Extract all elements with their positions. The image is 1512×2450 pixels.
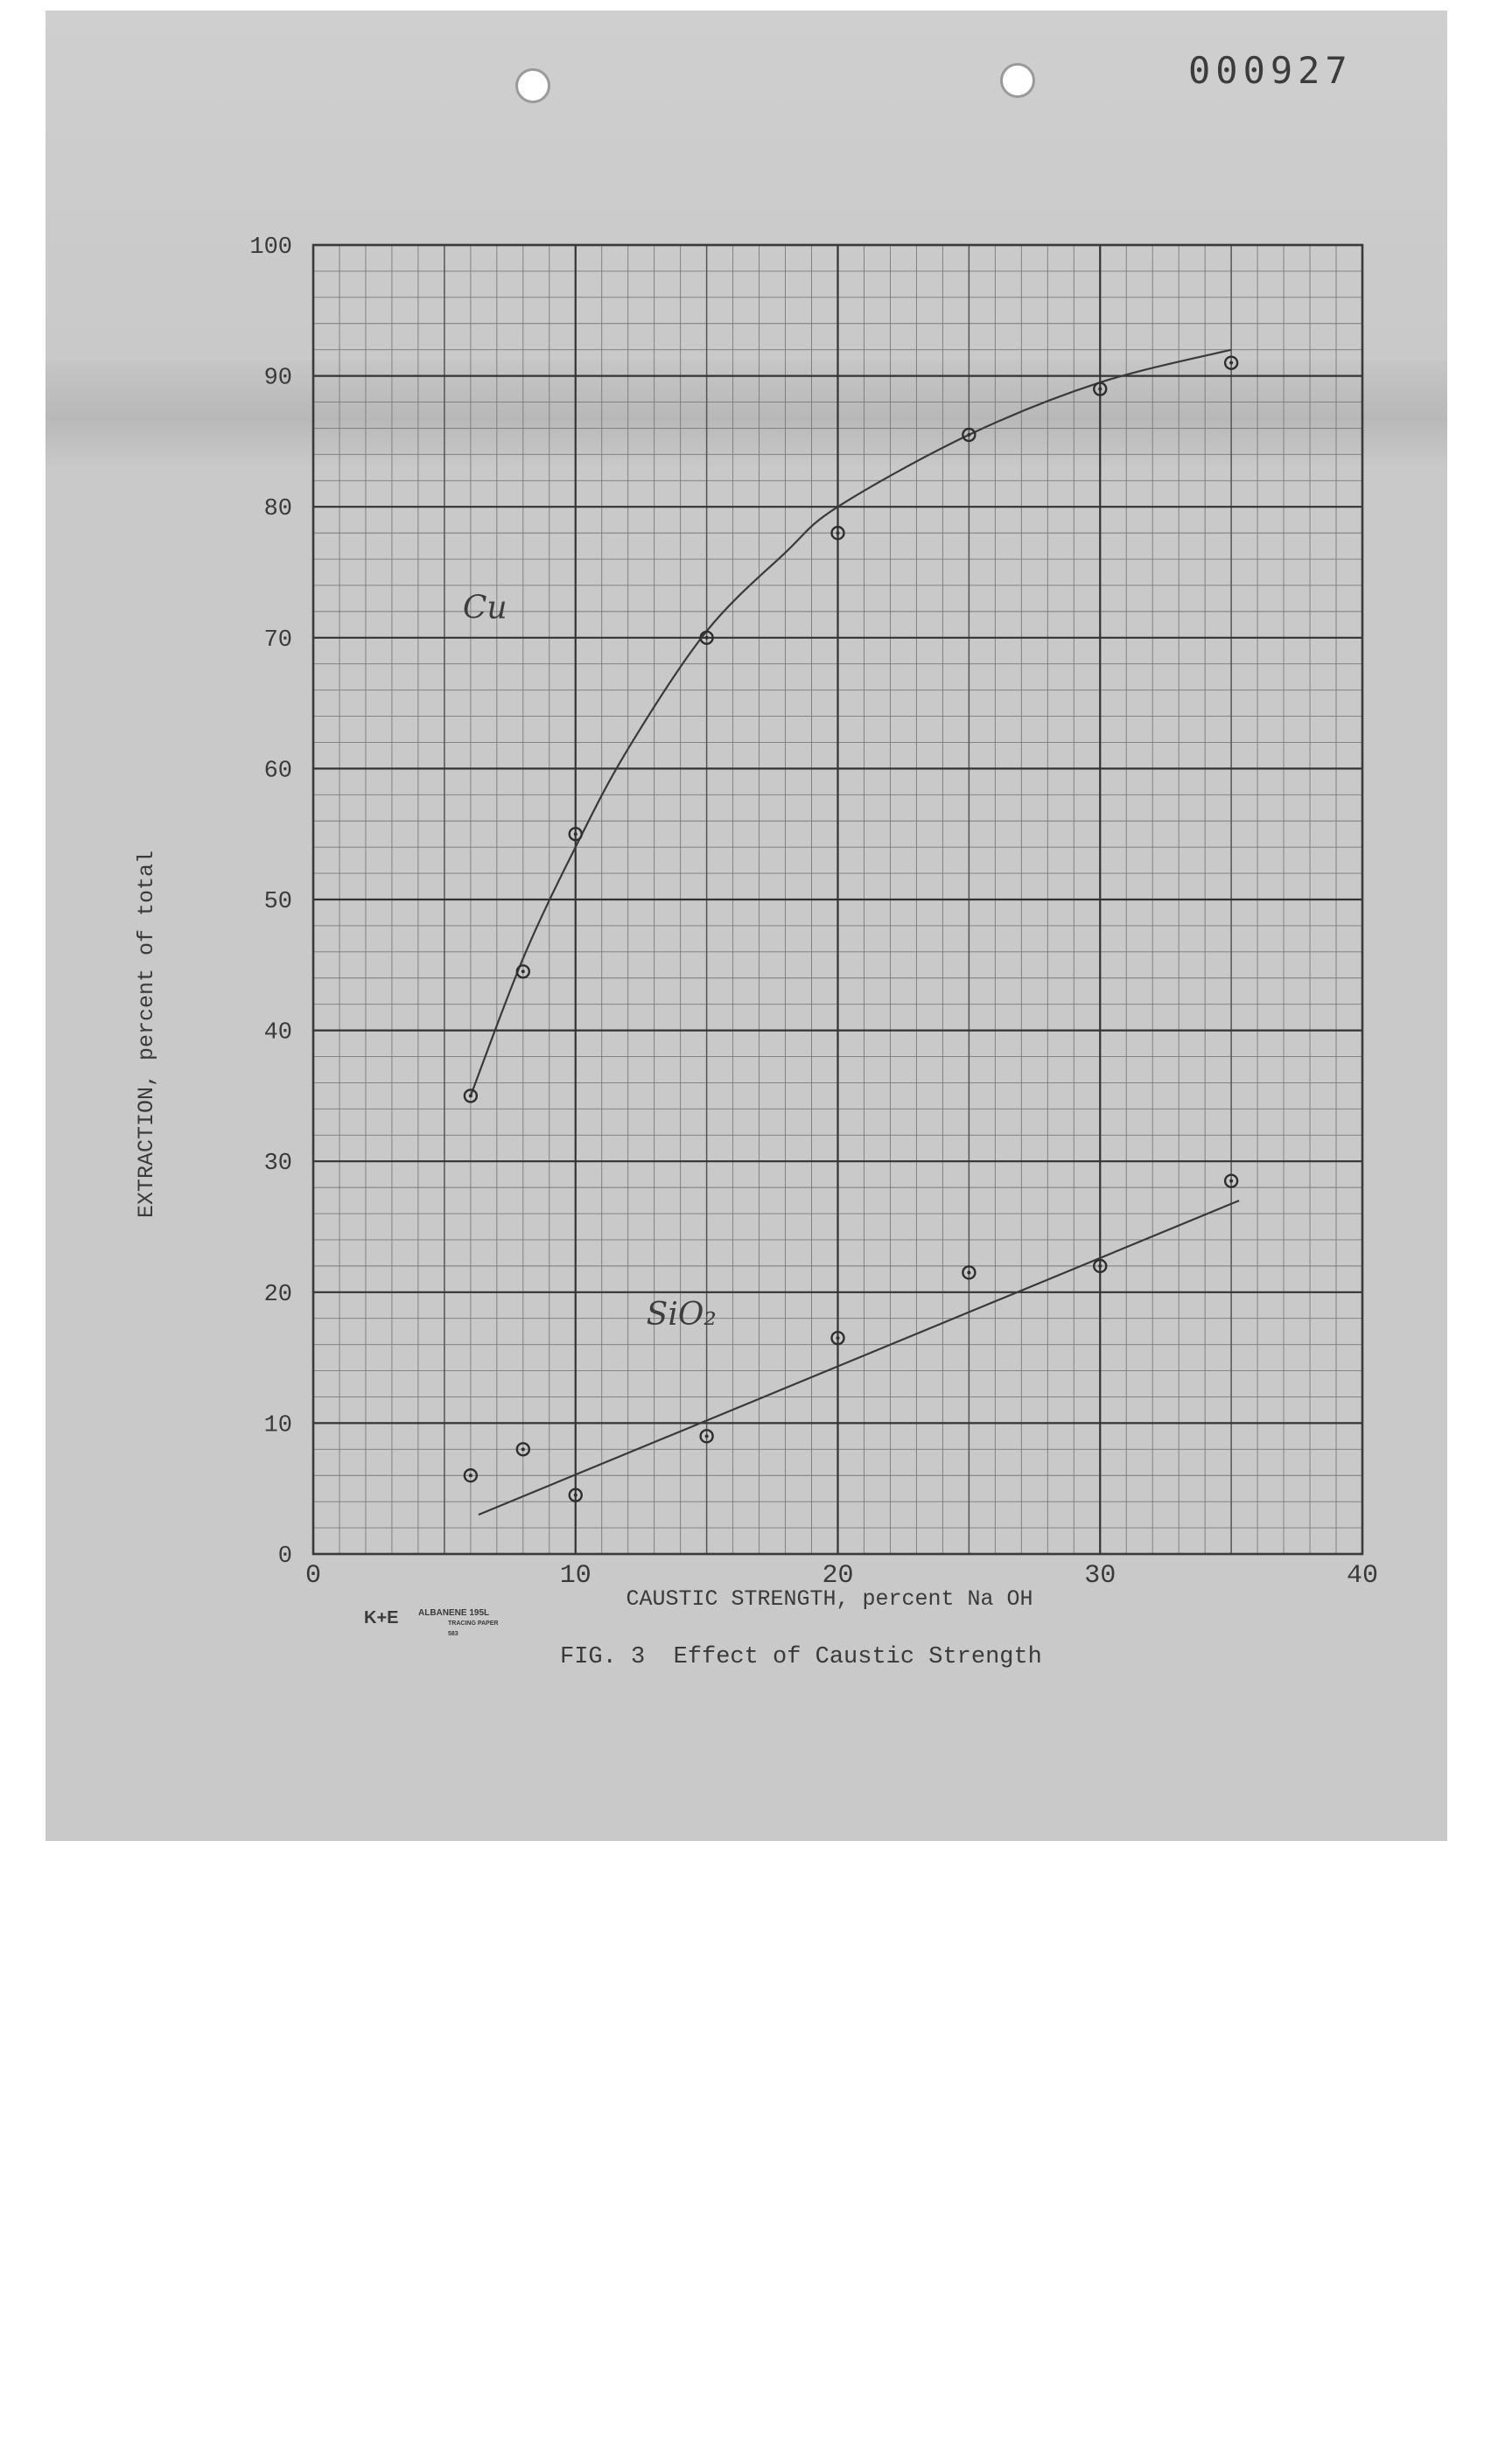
y-tick-label: 0 — [277, 1544, 292, 1570]
paper-type: TRACING PAPER — [448, 1620, 499, 1627]
data-point-center — [574, 832, 578, 836]
series-curve — [471, 350, 1231, 1096]
y-tick-label: 30 — [263, 1151, 292, 1178]
series-curve — [479, 1200, 1239, 1515]
x-tick-label: 0 — [304, 1561, 322, 1591]
data-point-center — [836, 1336, 840, 1340]
chart-title: FIG. 3 Effect of Caustic Strength — [560, 1644, 1042, 1670]
series-cu — [463, 350, 1237, 1102]
y-tick-label: 70 — [263, 626, 292, 654]
x-tick-label: 10 — [559, 1561, 592, 1591]
paper-code: 583 — [448, 1631, 458, 1637]
data-point-center — [469, 1474, 472, 1477]
data-point-center — [967, 1270, 970, 1274]
y-tick-label: 60 — [263, 758, 292, 785]
data-point-center — [705, 1434, 709, 1438]
data-point-center — [1098, 1264, 1102, 1268]
y-tick-label: 90 — [263, 365, 292, 392]
data-point-center — [1098, 388, 1102, 391]
y-tick-labels — [249, 234, 292, 1570]
data-point-center — [574, 1494, 578, 1497]
document-number: 000927 — [1188, 49, 1353, 92]
x-axis-label: CAUSTIC STRENGTH, percent Na OH — [626, 1586, 1033, 1612]
data-point-center — [1229, 1180, 1233, 1183]
x-tick-label: 30 — [1084, 1561, 1116, 1591]
data-point-center — [705, 636, 709, 640]
paper-brand-logo: K+E — [364, 1608, 399, 1628]
x-tick-label: 20 — [822, 1561, 854, 1591]
series-layer — [463, 350, 1239, 1515]
y-tick-label: 80 — [263, 496, 292, 523]
data-point-center — [1229, 361, 1233, 365]
series-label: SiO₂ — [646, 1297, 717, 1334]
data-point-center — [967, 433, 970, 437]
paper-name: ALBANENE 195L — [418, 1608, 490, 1618]
x-tick-label: 40 — [1346, 1561, 1379, 1591]
y-tick-label: 10 — [263, 1412, 292, 1439]
y-tick-label: 50 — [263, 889, 292, 915]
data-point-center — [522, 970, 525, 973]
y-tick-label: 40 — [263, 1019, 292, 1046]
y-tick-label: 100 — [249, 234, 292, 261]
y-tick-label: 20 — [263, 1281, 292, 1308]
series-label: Cu — [462, 590, 508, 626]
y-axis-label: EXTRACTION, percent of total — [134, 850, 159, 1219]
data-point-center — [836, 531, 840, 535]
data-point-center — [469, 1094, 472, 1097]
data-point-center — [522, 1447, 525, 1451]
